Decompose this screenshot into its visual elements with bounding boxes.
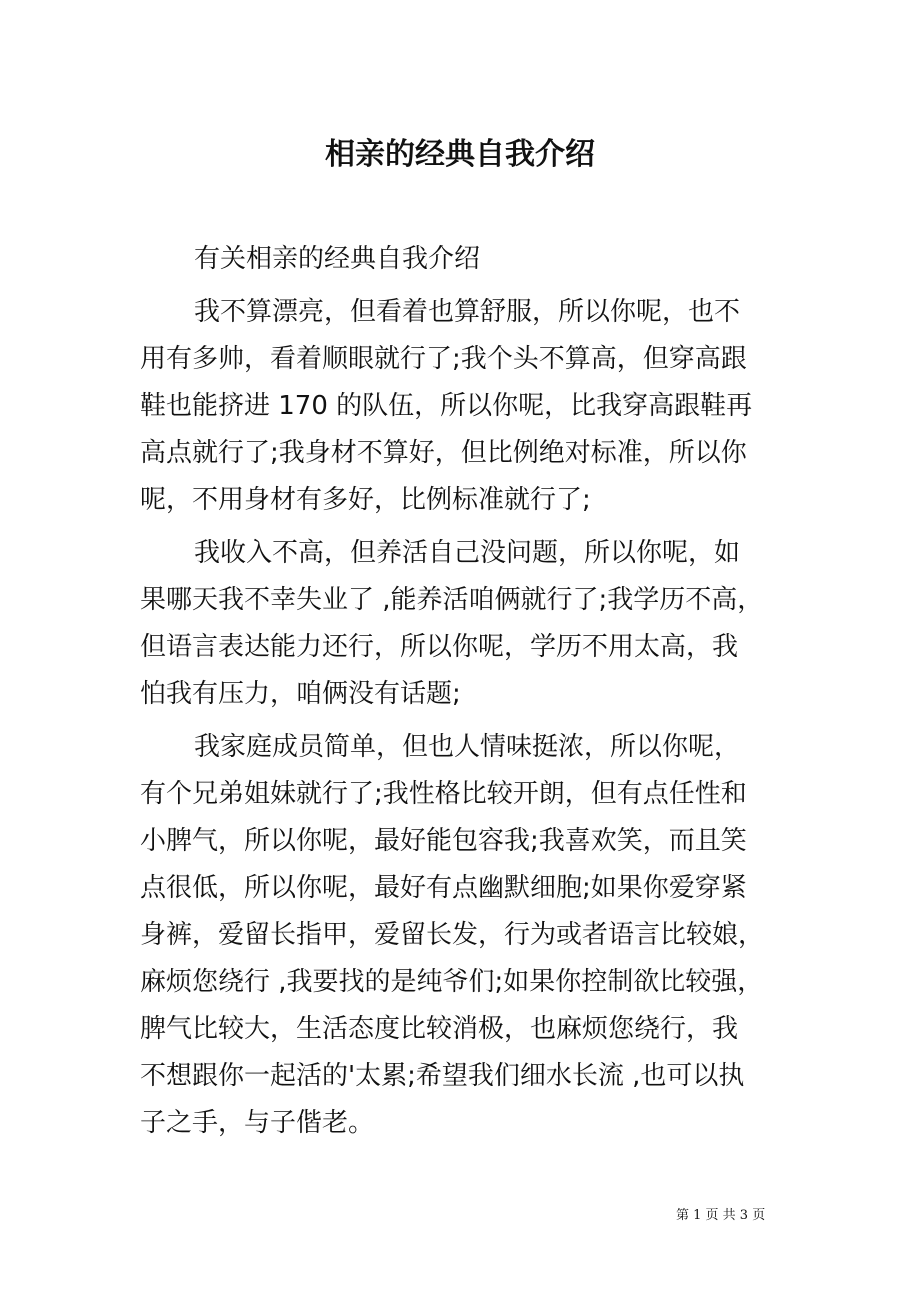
text-line: 点很低，所以你呢，最好有点幽默细胞;如果你爱穿紧 <box>140 873 747 903</box>
text-line: 我家庭成员简单，但也人情味挺浓，所以你呢， <box>194 732 741 762</box>
text-line: 子之手，与子偕老。 <box>140 1108 375 1138</box>
text-line: 我不算漂亮，但看着也算舒服，所以你呢，也不 <box>194 297 741 327</box>
text-line: 小脾气，所以你呢，最好能包容我;我喜欢笑，而且笑 <box>140 826 747 856</box>
paragraph <box>140 724 820 1147</box>
document-body <box>140 236 820 1153</box>
text-line: 鞋也能挤进 170 的队伍，所以你呢，比我穿高跟鞋再 <box>140 391 753 421</box>
text-line: 呢，不用身材有多好，比例标准就行了; <box>140 485 591 515</box>
text-line: 脾气比较大，生活态度比较消极，也麻烦您绕行，我 <box>140 1014 739 1044</box>
text-line: 有个兄弟姐妹就行了;我性格比较开朗，但有点任性和 <box>140 779 747 809</box>
paragraph <box>140 289 820 524</box>
paragraph <box>140 530 820 718</box>
text-line: 有关相亲的经典自我介绍 <box>194 244 481 274</box>
text-line: 高点就行了;我身材不算好，但比例绝对标准，所以你 <box>140 438 747 468</box>
text-line: 我收入不高，但养活自己没问题，所以你呢，如 <box>194 538 741 568</box>
paragraph-heading <box>140 236 820 283</box>
text-line: 但语言表达能力还行，所以你呢，学历不用太高，我 <box>140 632 739 662</box>
document-title: 相亲的经典自我介绍 <box>325 137 595 172</box>
text-line: 果哪天我不幸失业了 ,能养活咱俩就行了;我学历不高， <box>140 585 764 615</box>
page-number: 第 1 页 共 3 页 <box>676 1208 766 1223</box>
text-line: 用有多帅，看着顺眼就行了;我个头不算高，但穿高跟 <box>140 344 747 374</box>
text-line: 不想跟你一起活的'太累;希望我们细水长流 ,也可以执 <box>140 1061 745 1091</box>
text-line: 怕我有压力，咱俩没有话题; <box>140 679 461 709</box>
text-line: 身裤，爱留长指甲，爱留长发，行为或者语言比较娘， <box>140 920 765 950</box>
text-line: 麻烦您绕行 ,我要找的是纯爷们;如果你控制欲比较强， <box>140 967 764 997</box>
